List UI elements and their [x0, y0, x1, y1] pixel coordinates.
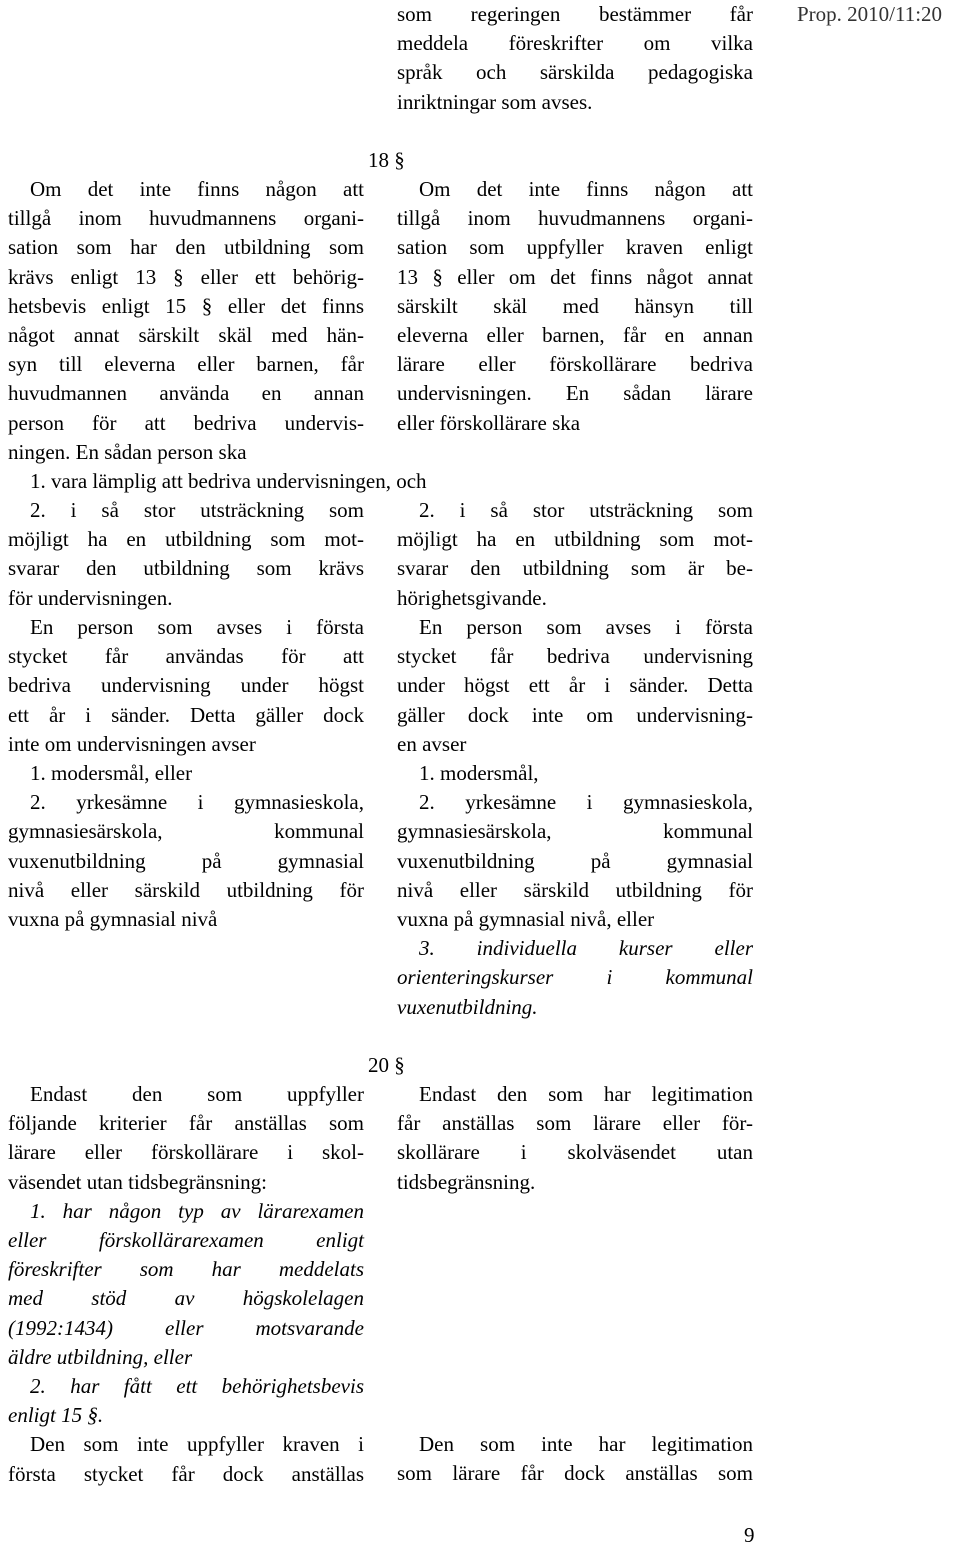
- text-line: svarar den utbildning som är be-: [397, 556, 753, 581]
- top-right-paragraph: [397, 0, 753, 117]
- text-line: vuxenutbildning på gymnasial: [8, 848, 364, 873]
- text-line: som regeringen bestämmer får: [397, 2, 753, 26]
- left-subject-list: [8, 759, 364, 934]
- left-point-2: [8, 496, 364, 613]
- shared-point-1: 1. vara lämplig att bedriva undervisningen, och: [30, 469, 427, 493]
- text-line: Om det inte finns någon att: [419, 177, 753, 201]
- text-line: sation som uppfyller kraven enligt: [397, 235, 753, 260]
- text-line: 1. modersmål, eller: [30, 761, 193, 785]
- text-line: Om det inte finns någon att: [30, 177, 364, 201]
- text-line: vuxna på gymnasial nivå, eller: [397, 907, 655, 932]
- text-line: äldre utbildning, eller: [8, 1344, 193, 1369]
- text-line: En person som avses i första: [30, 615, 364, 639]
- prop-label: Prop. 2010/11:20: [797, 2, 943, 26]
- text-line: en avser: [397, 731, 467, 756]
- text-line: Endast den som har legitimation: [419, 1082, 753, 1106]
- text-line: krävs enligt 13 § eller ett behörig-: [8, 264, 364, 289]
- text-line: för undervisningen.: [8, 585, 173, 610]
- text-line: Den som inte har legitimation: [419, 1432, 753, 1456]
- text-line: särskilt skäl med hänsyn till: [397, 293, 753, 318]
- right-column-s20: [397, 1080, 753, 1197]
- left-column-s18-intro: [8, 175, 364, 467]
- text-line: hörighetsgivande.: [397, 585, 547, 610]
- text-line: lärare eller förskollärare i skol-: [8, 1140, 364, 1165]
- left-column-s20: [8, 1080, 364, 1489]
- text-line: vuxenutbildning.: [397, 994, 538, 1019]
- text-line: tillgå inom huvudmannens organi-: [8, 206, 364, 231]
- text-line: tidsbegränsning.: [397, 1169, 536, 1194]
- right-column-s18-intro: [397, 175, 753, 438]
- text-line: syn till eleverna eller barnen, får: [8, 352, 364, 377]
- text-line: bedriva undervisning under högst: [8, 673, 364, 698]
- right-subject-list: [397, 759, 753, 1022]
- text-line: något annat särskilt skäl med hän-: [8, 323, 364, 348]
- text-line: eller förskollärare ska: [397, 410, 581, 435]
- text-line: skollärare i skolväsendet utan: [397, 1140, 753, 1165]
- text-line: föreskrifter som har meddelats: [8, 1257, 364, 1282]
- text-line: huvudmannen använda en annan: [8, 381, 364, 406]
- text-line: 13 § eller om det finns något annat: [397, 264, 753, 289]
- text-line: 2. yrkesämne i gymnasieskola,: [30, 790, 364, 815]
- left-second-paragraph: [8, 613, 364, 759]
- text-line: väsendet utan tidsbegränsning:: [8, 1169, 267, 1194]
- text-line: 3. individuella kurser eller: [419, 936, 753, 961]
- text-line: möjligt ha en utbildning som mot-: [8, 527, 364, 552]
- text-line: svarar den utbildning som krävs: [8, 556, 364, 581]
- text-line: 1. har någon typ av lärarexamen: [30, 1198, 364, 1223]
- text-line: vuxna på gymnasial nivå: [8, 907, 218, 932]
- text-line: person för att bedriva undervis-: [8, 410, 364, 435]
- text-line: En person som avses i första: [419, 615, 753, 639]
- text-line: språk och särskilda pedagogiska: [397, 60, 753, 85]
- text-line: gymnasiesärskola, kommunal: [8, 819, 364, 844]
- section-number-20: 20 §: [368, 1053, 405, 1077]
- text-line: med stöd av högskolelagen: [8, 1286, 364, 1311]
- text-line: inriktningar som avses.: [397, 89, 593, 114]
- text-line: 2. har fått ett behörighetsbevis: [30, 1374, 364, 1399]
- text-line: tillgå inom huvudmannens organi-: [397, 206, 753, 231]
- text-line: eller förskollärarexamen enligt: [8, 1228, 364, 1253]
- text-line: undervisningen. En sådan lärare: [397, 381, 753, 406]
- text-line: under högst ett år i sänder. Detta: [397, 673, 753, 698]
- text-line: vuxenutbildning på gymnasial: [397, 848, 753, 873]
- right-column-s20-bottom: [397, 1430, 753, 1488]
- text-line: hetsbevis enligt 15 § eller det finns: [8, 293, 364, 318]
- text-line: Den som inte uppfyller kraven i: [30, 1432, 364, 1457]
- text-line: sation som har den utbildning som: [8, 235, 364, 260]
- right-point-2: [397, 496, 753, 613]
- page-number: 9: [744, 1523, 755, 1547]
- text-line: ningen. En sådan person ska: [8, 439, 247, 464]
- text-line: (1992:1434) eller motsvarande: [8, 1315, 364, 1340]
- text-line: 1. modersmål,: [419, 761, 539, 785]
- text-line: gäller dock inte om undervisning-: [397, 702, 753, 727]
- section-number-18: 18 §: [368, 148, 405, 172]
- text-line: lärare eller förskollärare bedriva: [397, 352, 753, 377]
- right-second-paragraph: [397, 613, 753, 759]
- text-line: nivå eller särskild utbildning för: [8, 877, 364, 902]
- text-line: 2. yrkesämne i gymnasieskola,: [419, 790, 753, 815]
- text-line: 2. i så stor utsträckning som: [419, 498, 753, 522]
- text-line: meddela föreskrifter om vilka: [397, 31, 753, 56]
- text-line: följande kriterier får anställas som: [8, 1111, 364, 1136]
- text-line: gymnasiesärskola, kommunal: [397, 819, 753, 844]
- text-line: som lärare får dock anställas som: [397, 1461, 753, 1486]
- text-line: nivå eller särskild utbildning för: [397, 877, 753, 902]
- text-line: enligt 15 §.: [8, 1403, 104, 1428]
- text-line: första stycket får dock anställas: [8, 1461, 364, 1486]
- text-line: Endast den som uppfyller: [30, 1082, 364, 1106]
- text-line: stycket får bedriva undervisning: [397, 644, 753, 669]
- text-line: stycket får användas för att: [8, 644, 364, 669]
- text-line: eleverna eller barnen, får en annan: [397, 323, 753, 348]
- text-line: får anställas som lärare eller för-: [397, 1111, 753, 1136]
- text-line: ett år i sänder. Detta gäller dock: [8, 702, 364, 727]
- text-line: inte om undervisningen avser: [8, 731, 256, 756]
- text-line: orienteringskurser i kommunal: [397, 965, 753, 990]
- text-line: möjligt ha en utbildning som mot-: [397, 527, 753, 552]
- text-line: 2. i så stor utsträckning som: [30, 498, 364, 522]
